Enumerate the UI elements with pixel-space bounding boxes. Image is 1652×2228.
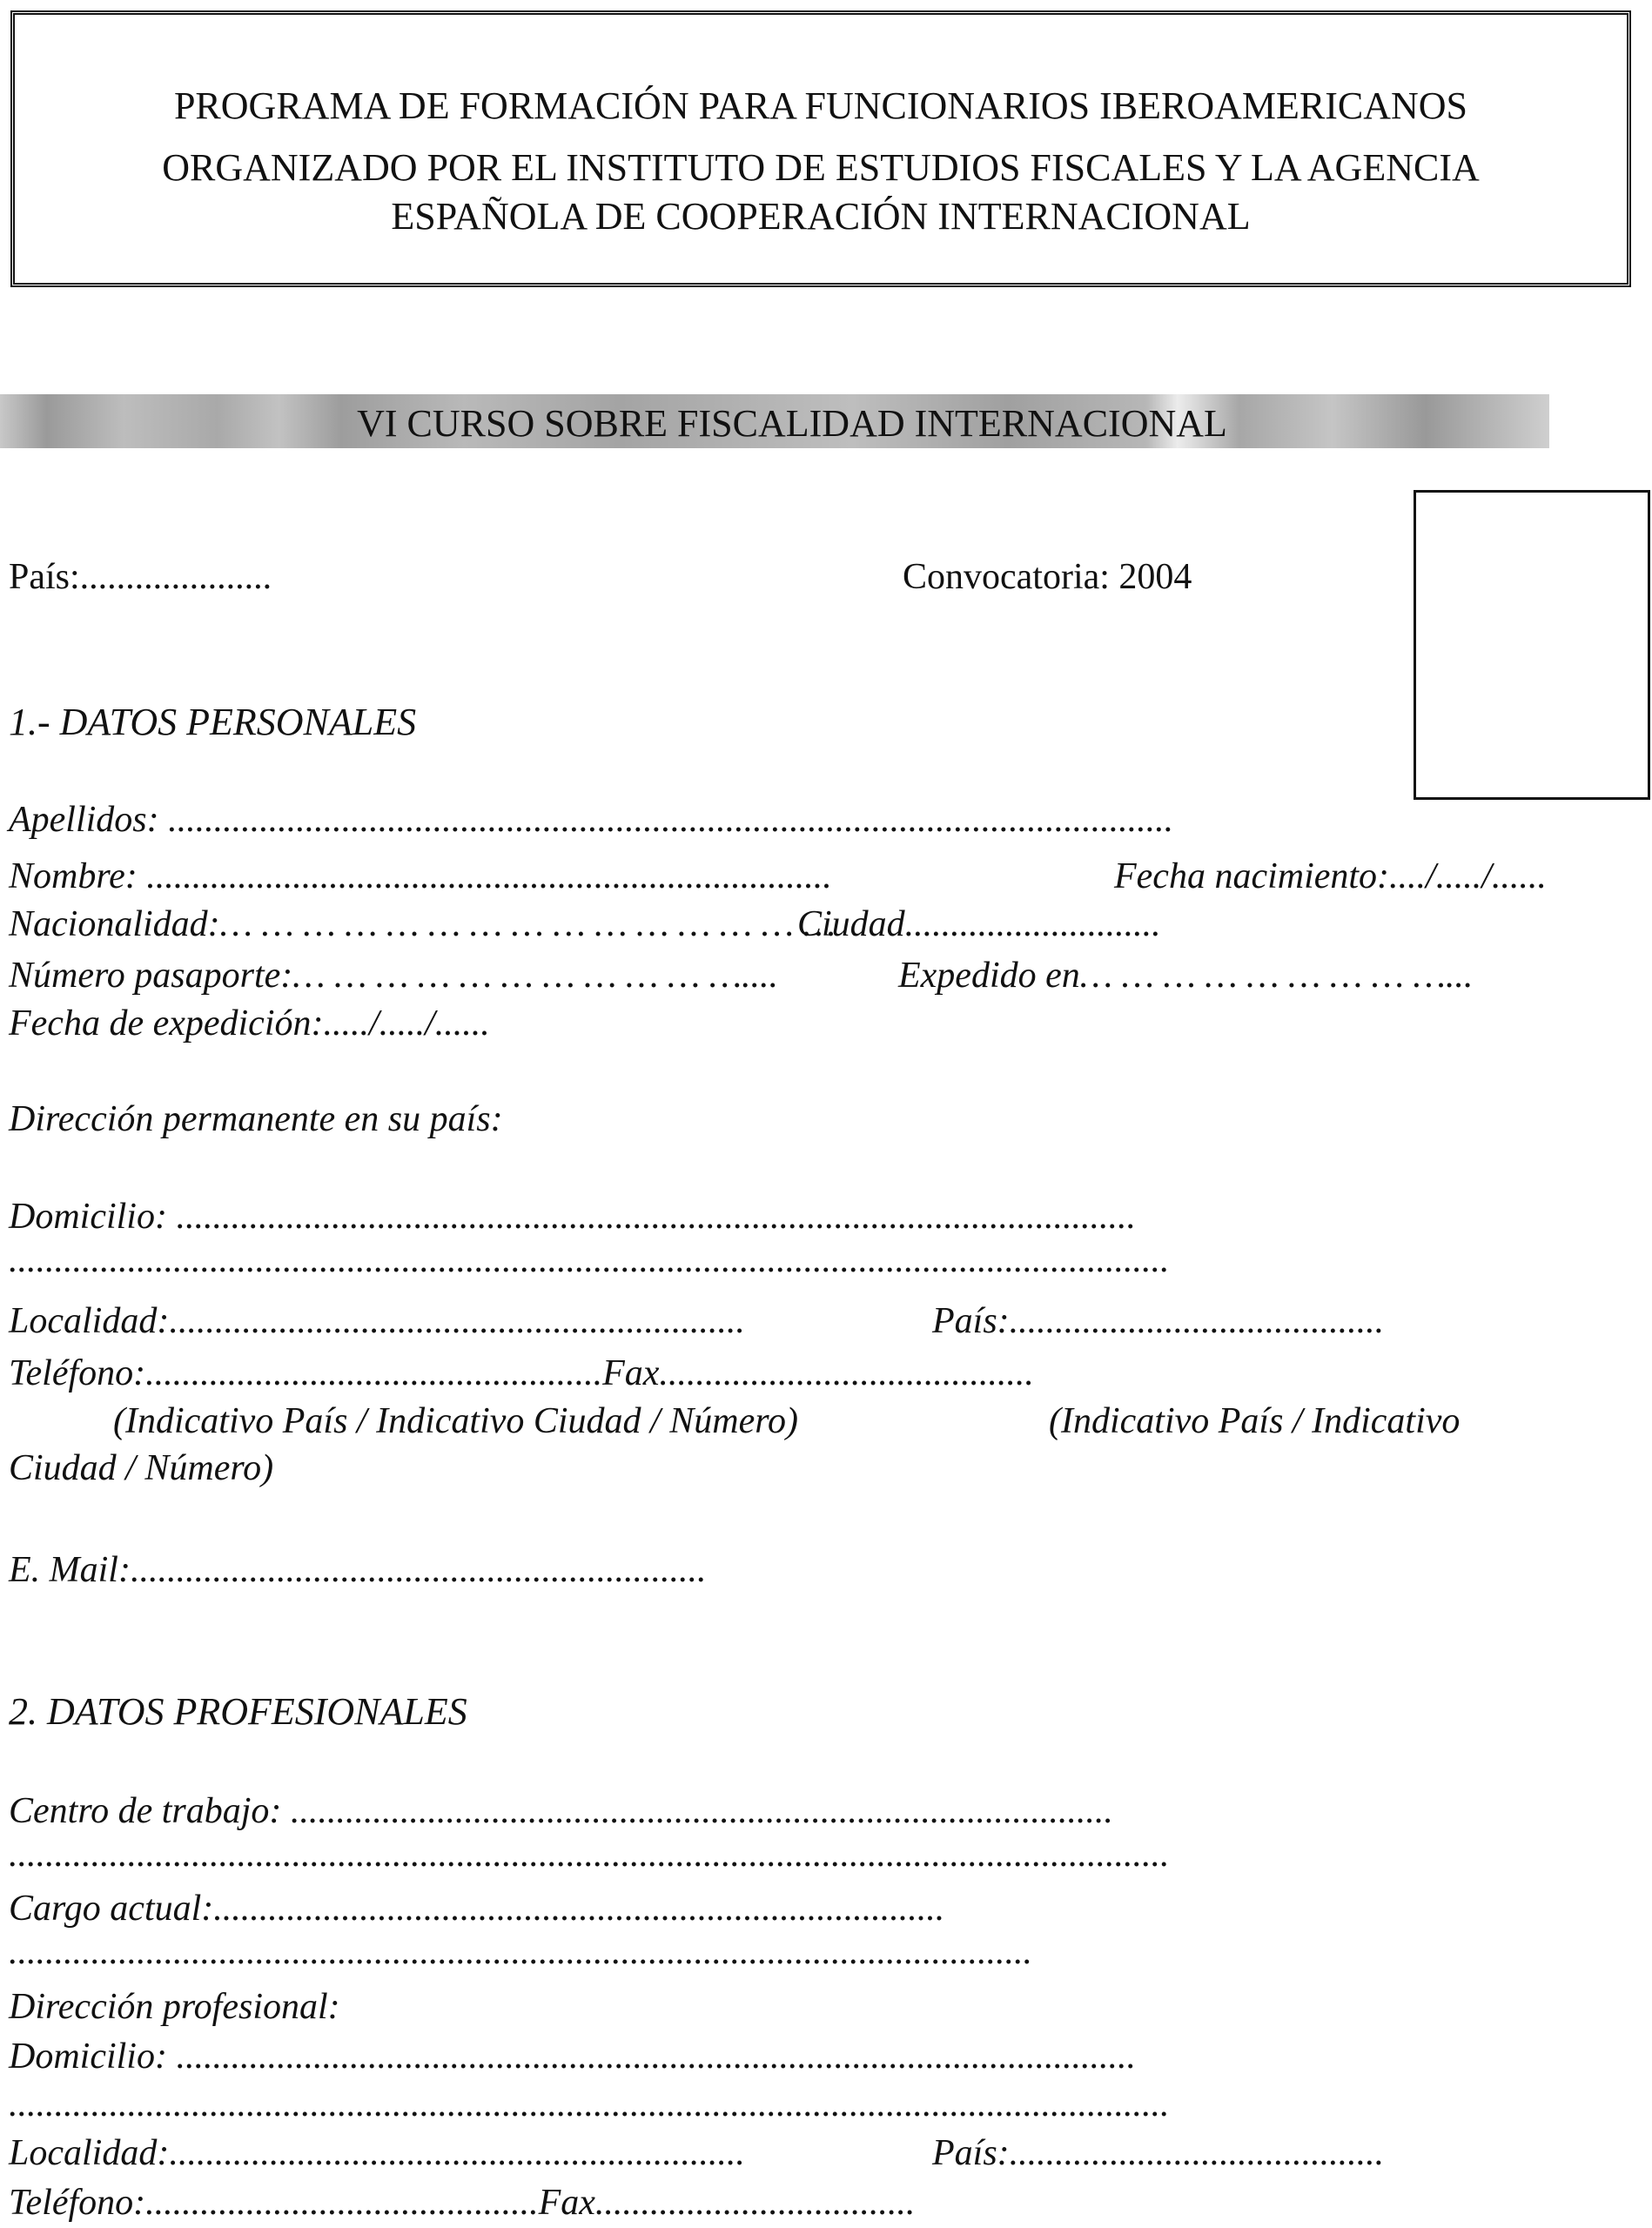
telefono-fax-field[interactable]: Teléfono:..................................................Fax......................................... bbox=[9, 1353, 1034, 1393]
nombre-field[interactable]: Nombre: ........................................................................... bbox=[9, 856, 832, 896]
cargo-actual-field[interactable]: Cargo actual:................................................................................ bbox=[9, 1889, 945, 1929]
indicativo-hint-1: (Indicativo País / Indicativo Ciudad / Número) bbox=[113, 1401, 798, 1441]
direccion-profesional-label: Dirección profesional: bbox=[9, 1987, 340, 2027]
expedido-field[interactable]: Expedido en… … … … … … … … …... bbox=[898, 956, 1474, 996]
section-personal-title: 1.- DATOS PERSONALES bbox=[9, 701, 417, 743]
domicilio-cont-field[interactable]: ............................................................................................................................... bbox=[9, 1240, 1170, 1280]
centro-trabajo-field[interactable]: Centro de trabajo: .......................................................................................... bbox=[9, 1791, 1113, 1831]
apellidos-field[interactable]: Apellidos: .............................................................................................................. bbox=[9, 800, 1174, 840]
indicativo-hint-2: (Indicativo País / Indicativo bbox=[1049, 1401, 1461, 1441]
header-line-1: PROGRAMA DE FORMACIÓN PARA FUNCIONARIOS IBEROAMERICANOS bbox=[173, 84, 1468, 127]
domicilio-prof-field[interactable]: Domicilio: ......................................................................................................... bbox=[9, 2037, 1136, 2077]
ciudad-field[interactable]: Ciudad............................ bbox=[797, 904, 1161, 944]
domicilio-prof-cont-field[interactable]: ............................................................................................................................... bbox=[9, 2084, 1170, 2124]
indicativo-hint-3: Ciudad / Número) bbox=[9, 1448, 274, 1488]
course-banner bbox=[0, 394, 1549, 448]
telefono-fax-prof-field[interactable]: Teléfono:...........................................Fax................................... bbox=[9, 2183, 916, 2223]
email-field[interactable]: E. Mail:............................................................... bbox=[9, 1550, 707, 1590]
section-profesional-title: 2. DATOS PROFESIONALES bbox=[9, 1690, 467, 1733]
pasaporte-field[interactable]: Número pasaporte:… … … … … … … … … … ….... bbox=[9, 956, 779, 996]
centro-trabajo-cont-field[interactable]: ............................................................................................................................... bbox=[9, 1835, 1170, 1875]
course-title: VI CURSO SOBRE FISCALIDAD INTERNACIONAL bbox=[357, 402, 1227, 445]
header-box bbox=[10, 10, 1631, 287]
pais-field[interactable]: País:..................... bbox=[9, 557, 272, 597]
fecha-expedicion-field[interactable]: Fecha de expedición:...../...../...... bbox=[9, 1003, 490, 1044]
header-line-3: ESPAÑOLA DE COOPERACIÓN INTERNACIONAL bbox=[391, 195, 1251, 238]
header-line-2: ORGANIZADO POR EL INSTITUTO DE ESTUDIOS FISCALES Y LA AGENCIA bbox=[162, 146, 1480, 189]
pais-field-2[interactable]: País:......................................... bbox=[932, 1301, 1385, 1341]
localidad-field[interactable]: Localidad:............................................................... bbox=[9, 1301, 745, 1341]
localidad-prof-field[interactable]: Localidad:............................................................... bbox=[9, 2133, 745, 2173]
cargo-actual-cont-field[interactable]: ................................................................................................................ bbox=[9, 1932, 1032, 1972]
domicilio-field[interactable]: Domicilio: ......................................................................................................... bbox=[9, 1197, 1136, 1237]
pais-prof-field[interactable]: País:......................................... bbox=[932, 2133, 1385, 2173]
photo-box bbox=[1414, 490, 1650, 800]
nacionalidad-field[interactable]: Nacionalidad:… … … … … … … … … … … … … … … bbox=[9, 904, 836, 944]
convocatoria-label: Convocatoria: 2004 bbox=[903, 557, 1192, 597]
direccion-permanente-label: Dirección permanente en su país: bbox=[9, 1099, 503, 1139]
fecha-nacimiento-field[interactable]: Fecha nacimiento:..../...../...... bbox=[1114, 856, 1547, 896]
